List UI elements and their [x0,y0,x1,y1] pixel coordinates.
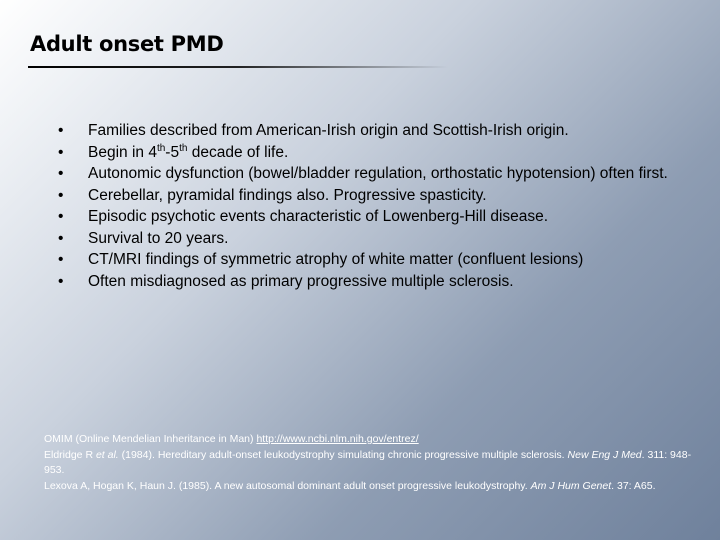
bullet-dot: • [58,186,64,204]
bullet-item [58,271,698,293]
bullet-dot: • [58,143,64,161]
bullet-item [58,249,698,271]
omim-link[interactable]: http://www.ncbi.nlm.nih.gov/entrez/ [256,433,419,445]
slide-title: Adult onset PMD [30,32,224,56]
bullet-text: Often misdiagnosed as primary progressive multiple sclerosis. [88,272,514,290]
bullet-text: Begin in 4th-5th decade of life. [88,142,289,161]
bullet-text: Episodic psychotic events characteristic of Lowenberg-Hill disease. [88,208,549,225]
title-underline [28,66,448,68]
reference-omim: OMIM (Online Mendelian Inheritance in Man) http://www.ncbi.nlm.nih.gov/entrez/ [44,433,419,445]
bullet-dot: • [58,165,64,182]
bullet-item [58,120,698,142]
bullet-item [58,185,698,207]
bullet-item [58,163,698,185]
bullet-dot: • [58,122,64,139]
bullet-text: Families described from American-Irish origin and Scottish-Irish origin. [88,122,569,139]
bullet-item [58,142,698,164]
reference-lexova: Lexova A, Hogan K, Haun J. (1985). A new autosomal dominant adult onset progressive leukodystrophy. Am J Hum Genet. 37: A65. [44,479,656,492]
reference-eldridge: Eldridge R et al. (1984). Hereditary adult-onset leukodystrophy simulating chronic progressive multiple sclerosis. New Eng J Med. 311: 948-953. [44,448,692,476]
bullet-text: Autonomic dysfunction (bowel/bladder regulation, orthostatic hypotension) often first. [88,165,668,182]
bullet-dot: • [58,272,64,290]
bullet-dot: • [58,208,64,225]
bullet-item [58,228,698,250]
references [44,432,704,494]
bullet-list [58,120,698,292]
bullet-text: CT/MRI findings of symmetric atrophy of white matter (confluent lesions) [88,251,584,268]
bullet-text: Survival to 20 years. [88,229,229,247]
bullet-text: Cerebellar, pyramidal findings also. Progressive spasticity. [88,186,487,204]
bullet-item [58,206,698,228]
bullet-dot: • [58,229,64,247]
bullet-dot: • [58,251,64,268]
